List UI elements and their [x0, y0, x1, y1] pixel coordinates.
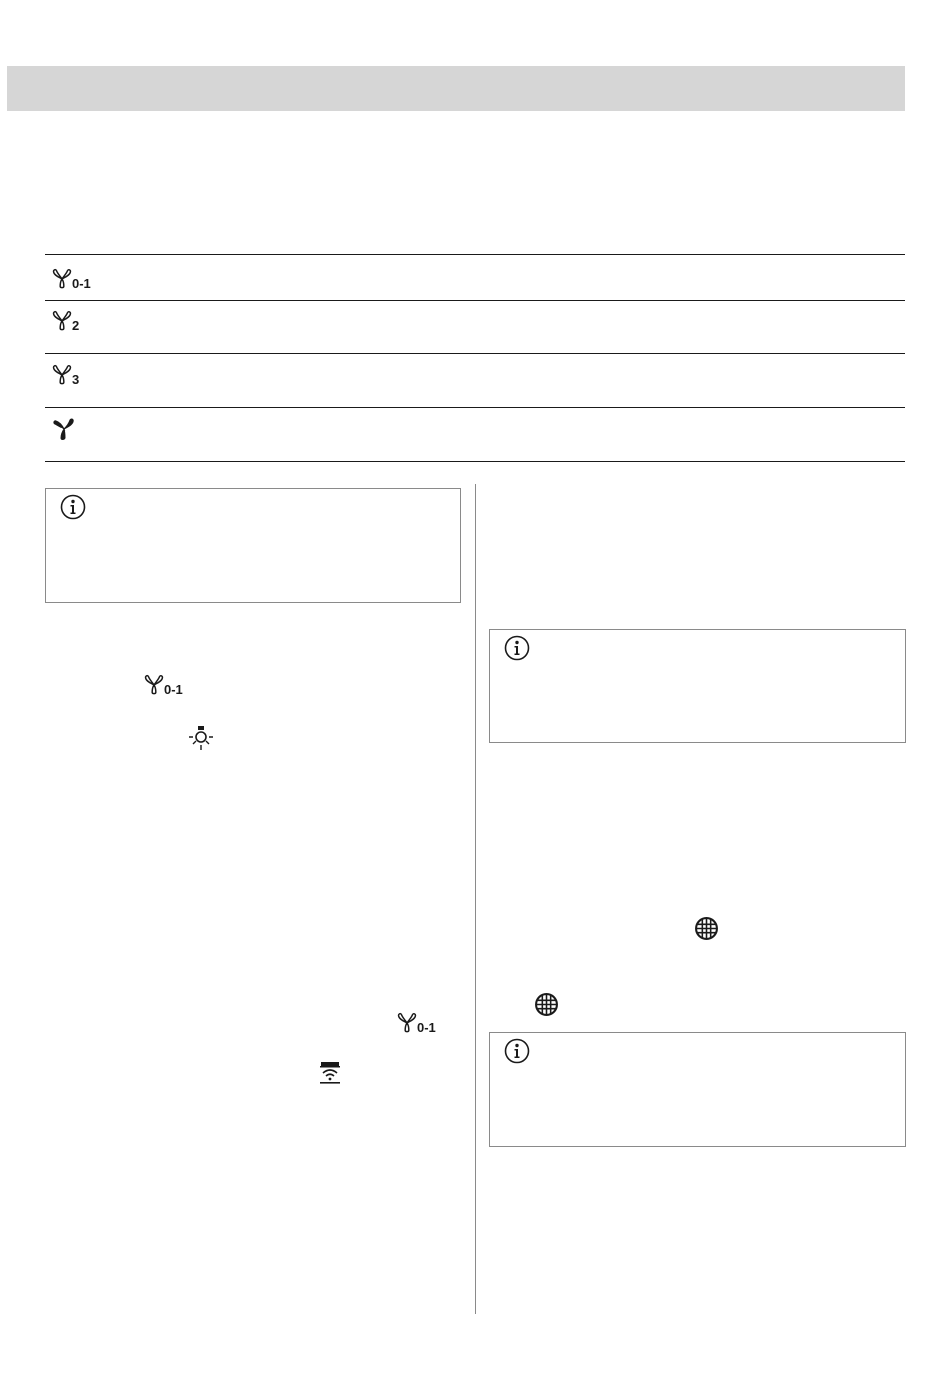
info-box: [489, 1032, 906, 1147]
info-icon: [504, 1038, 530, 1064]
table-rule: [45, 407, 905, 408]
info-box: [489, 629, 906, 743]
table-row: [51, 306, 79, 334]
info-icon: [504, 635, 530, 661]
inline-fan-icon-group: [143, 672, 183, 696]
hob2hood-remote-icon: [318, 1060, 342, 1086]
inline-fan-icon-group: [396, 1010, 436, 1034]
table-rule: [45, 461, 905, 462]
grease-filter-icon: [694, 916, 719, 941]
light-icon: [187, 724, 215, 752]
fan-speed-icon: [143, 672, 165, 696]
fan-speed-icon: [51, 362, 73, 386]
fan-speed-icon: [51, 308, 73, 332]
section-header-bar: [7, 66, 905, 111]
fan-speed-icon: [396, 1010, 418, 1034]
info-icon: [60, 494, 86, 520]
info-box: [45, 488, 461, 603]
fan-speed-label: 0-1: [417, 1019, 436, 1035]
table-rule: [45, 353, 905, 354]
fan-speed-label: 0-1: [72, 275, 91, 291]
table-rule: [45, 254, 905, 255]
table-rule: [45, 300, 905, 301]
fan-speed-icon: [51, 266, 73, 290]
fan-boost-icon: [51, 416, 77, 442]
table-row: [51, 360, 79, 388]
fan-speed-label: 2: [72, 317, 80, 333]
fan-speed-label: 0-1: [164, 681, 183, 697]
column-divider: [475, 484, 476, 1314]
table-row: [51, 415, 77, 443]
grease-filter-icon: [534, 992, 559, 1017]
table-row: [51, 264, 91, 292]
fan-speed-label: 3: [72, 371, 80, 387]
